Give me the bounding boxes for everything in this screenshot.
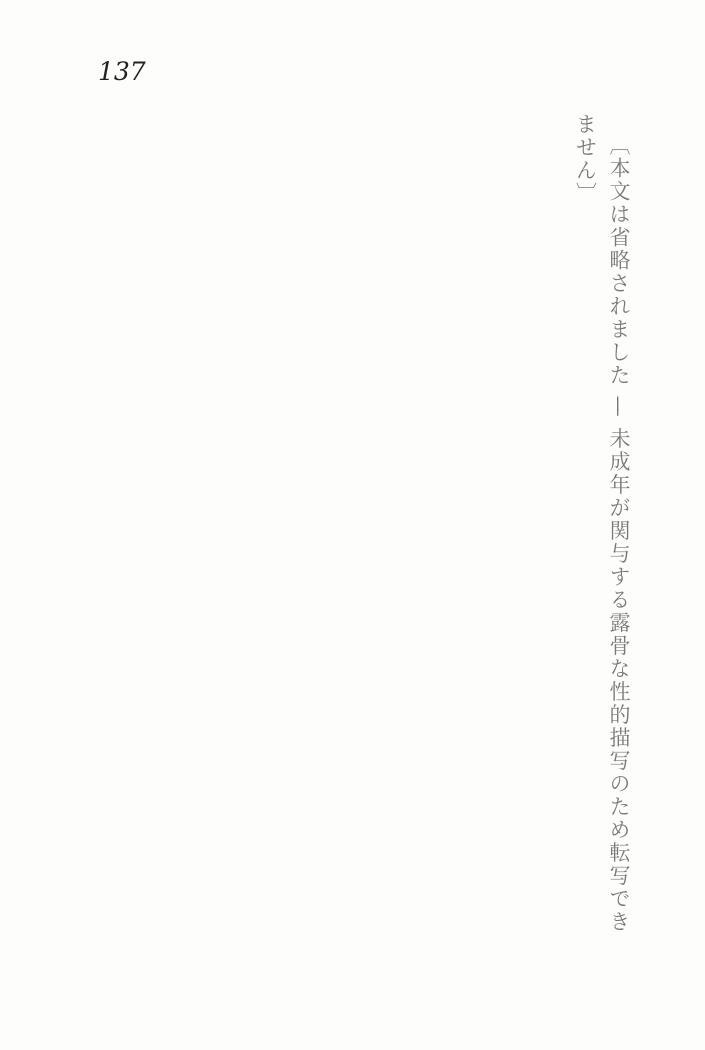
page-number: 137 (98, 57, 146, 86)
text-column-area (58, 113, 635, 935)
redacted-body-text: 〔本文は省略されました — 未成年が関与する露骨な性的描写のため転写できません〕 (573, 113, 631, 934)
